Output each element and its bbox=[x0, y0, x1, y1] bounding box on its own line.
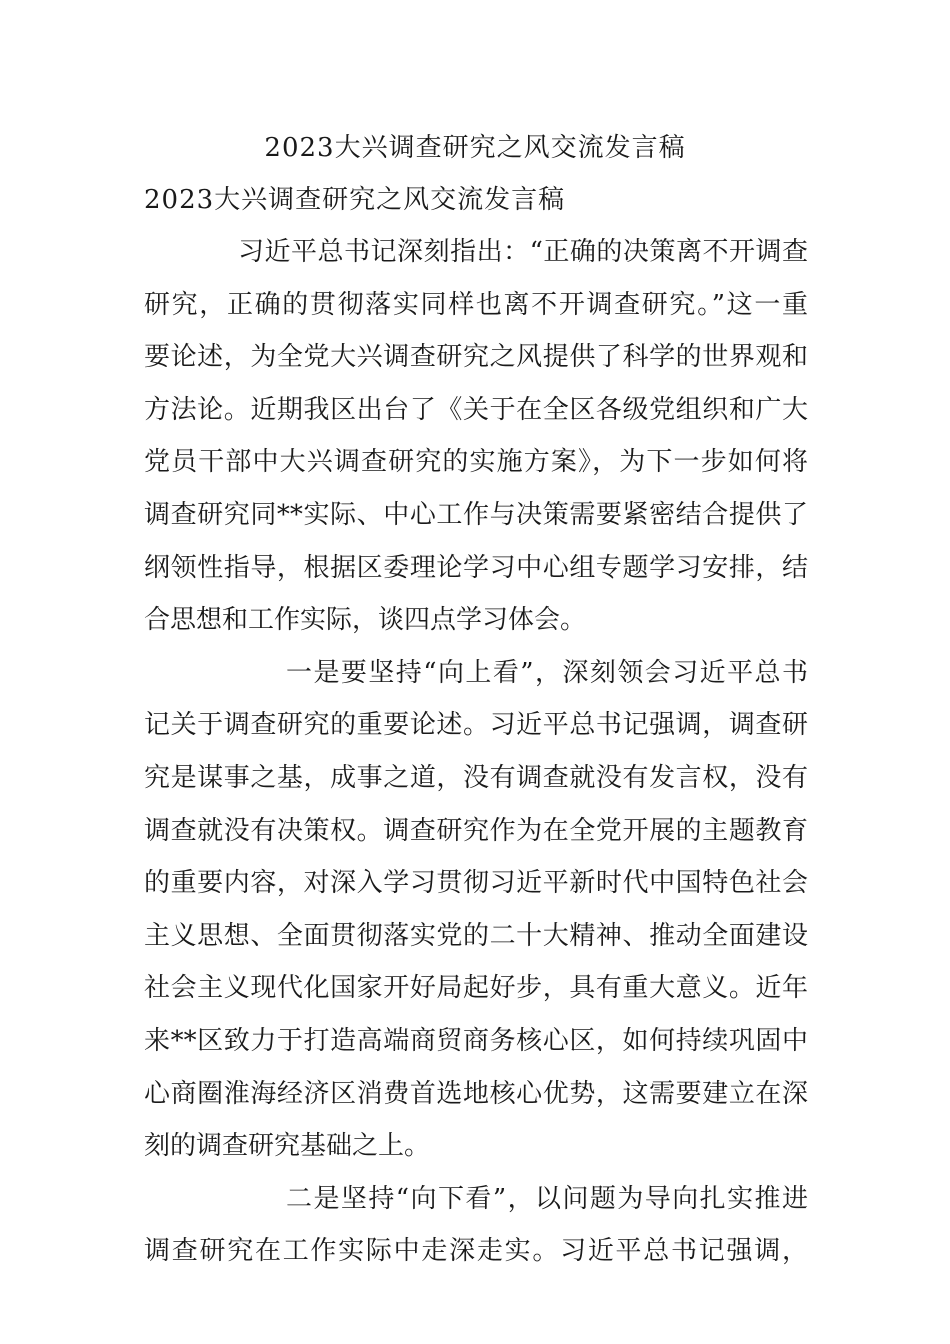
text-line: 二是坚持“向下看”，以问题为导向扎实推进 bbox=[286, 1183, 808, 1214]
text-line: 要论述，为全党大兴调查研究之风提供了科学的世界观和 bbox=[144, 342, 808, 373]
text-line: 习近平总书记深刻指出：“正确的决策离不开调查 bbox=[238, 237, 808, 267]
document-title: 2023大兴调查研究之风交流发言稿 bbox=[264, 133, 686, 163]
text-line: 调查研究在工作实际中走深走实。习近平总书记强调， bbox=[144, 1236, 808, 1267]
document-body bbox=[144, 226, 808, 1278]
text-line: 纲领性指导，根据区委理论学习中心组专题学习安排，结 bbox=[144, 552, 808, 583]
text-line: 来**区致力于打造高端商贸商务核心区，如何持续巩固中 bbox=[144, 1025, 808, 1056]
text-line: 记关于调查研究的重要论述。习近平总书记强调，调查研 bbox=[144, 710, 808, 741]
text-line: 的重要内容，对深入学习贯彻习近平新时代中国特色社会 bbox=[144, 868, 808, 899]
text-line: 党员干部中大兴调查研究的实施方案》，为下一步如何将 bbox=[144, 447, 808, 478]
text-line: 调查研究同**实际、中心工作与决策需要紧密结合提供了 bbox=[144, 499, 808, 530]
document-subtitle: 2023大兴调查研究之风交流发言稿 bbox=[144, 185, 566, 215]
text-line: 究是谋事之基，成事之道，没有调查就没有发言权，没有 bbox=[144, 762, 808, 793]
text-line: 主义思想、全面贯彻落实党的二十大精神、推动全面建设 bbox=[144, 920, 808, 951]
text-line: 研究，正确的贯彻落实同样也离不开调查研究。”这一重 bbox=[144, 289, 808, 320]
text-line: 方法论。近期我区出台了《关于在全区各级党组织和广大 bbox=[144, 394, 808, 425]
text-line: 心商圈淮海经济区消费首选地核心优势，这需要建立在深 bbox=[144, 1078, 808, 1109]
text-line: 调查就没有决策权。调查研究作为在全党开展的主题教育 bbox=[144, 815, 808, 846]
text-line: 社会主义现代化国家开好局起好步，具有重大意义。近年 bbox=[144, 973, 808, 1004]
text-line: 一是要坚持“向上看”，深刻领会习近平总书 bbox=[286, 657, 808, 688]
text-line: 合思想和工作实际，谈四点学习体会。 bbox=[144, 605, 587, 636]
text-line: 刻的调查研究基础之上。 bbox=[144, 1131, 431, 1162]
